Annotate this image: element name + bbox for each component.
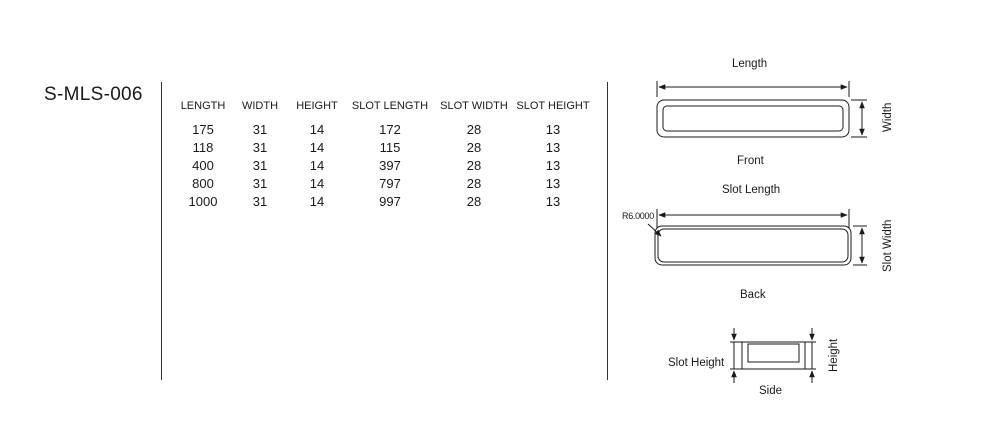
header-slot-length: SLOT LENGTH <box>351 100 429 112</box>
table-cell: 175 <box>192 122 214 137</box>
table-cell: 14 <box>309 158 325 173</box>
table-cell: 797 <box>379 176 401 191</box>
header-length: LENGTH <box>180 100 226 112</box>
table-cell: 1000 <box>188 194 218 209</box>
side-caption: Side <box>759 385 783 397</box>
back-slot-width-label: Slot Width <box>882 219 894 272</box>
table-cell: 31 <box>252 176 268 191</box>
side-height-label: Height <box>828 338 840 372</box>
header-slot-width: SLOT WIDTH <box>440 100 508 112</box>
table-cell: 28 <box>466 140 482 155</box>
table-cell: 997 <box>379 194 401 209</box>
table-cell: 28 <box>466 176 482 191</box>
table-cell: 31 <box>252 140 268 155</box>
table-cell: 14 <box>309 176 325 191</box>
table-cell: 28 <box>466 158 482 173</box>
header-height: HEIGHT <box>296 100 338 112</box>
table-cell: 31 <box>252 194 268 209</box>
table-cell: 800 <box>192 176 214 191</box>
side-slot-height-label: Slot Height <box>668 357 725 369</box>
table-cell: 172 <box>379 122 401 137</box>
header-slot-height: SLOT HEIGHT <box>516 100 590 112</box>
table-cell: 13 <box>545 176 561 191</box>
table-cell: 14 <box>309 140 325 155</box>
table-cell: 31 <box>252 158 268 173</box>
side-view <box>730 328 816 383</box>
header-width: WIDTH <box>241 100 279 112</box>
table-cell: 13 <box>545 122 561 137</box>
back-view <box>648 209 867 265</box>
table-cell: 118 <box>192 140 214 155</box>
front-width-label: Width <box>882 102 894 132</box>
table-cell: 115 <box>379 140 401 155</box>
table-cell: 31 <box>252 122 268 137</box>
table-cell: 13 <box>545 140 561 155</box>
back-slot-length-label: Slot Length <box>722 184 781 196</box>
table-cell: 400 <box>192 158 214 173</box>
table-cell: 28 <box>466 194 482 209</box>
table-cell: 397 <box>379 158 401 173</box>
front-caption: Front <box>737 155 764 167</box>
table-cell: 14 <box>309 122 325 137</box>
table-cell: 13 <box>545 194 561 209</box>
table-cell: 28 <box>466 122 482 137</box>
table-cell: 13 <box>545 158 561 173</box>
back-caption: Back <box>740 289 766 301</box>
back-radius-label: R6.0000 <box>622 211 654 221</box>
table-cell: 14 <box>309 194 325 209</box>
front-length-label: Length <box>732 58 768 70</box>
model-code: S-MLS-006 <box>44 84 143 105</box>
front-view <box>657 81 867 137</box>
